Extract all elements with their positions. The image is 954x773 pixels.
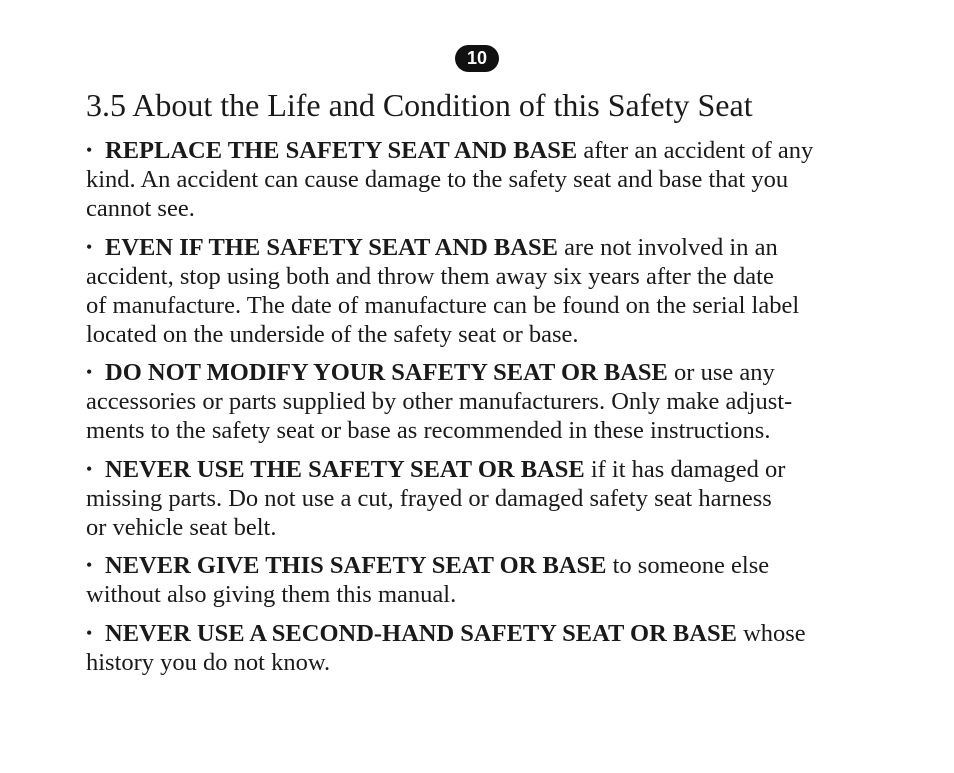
bullet-first-line: [86, 233, 896, 262]
bullet-line: of manufacture. The date of manufacture can be found on the serial label: [86, 291, 800, 319]
bullet-first-line: [86, 455, 896, 484]
bullet-item-even-if: [86, 233, 896, 349]
bullet-first-line: [86, 551, 896, 580]
bullet-dot-icon: •: [86, 555, 93, 575]
bullet-item-never-use-damaged: [86, 455, 896, 542]
safety-bullet-list: [86, 136, 896, 686]
bullet-line: cannot see.: [86, 195, 195, 222]
bullet-lead: EVEN IF THE SAFETY SEAT AND BASE: [105, 233, 558, 261]
section-title: 3.5 About the Life and Condition of this Safety Seat: [86, 87, 753, 123]
page-number-badge: 10: [455, 45, 499, 72]
bullet-item-second-hand: [86, 619, 896, 677]
bullet-dot-icon: •: [86, 362, 93, 382]
bullet-line: located on the underside of the safety seat or base.: [86, 320, 579, 348]
bullet-first-line: [86, 619, 896, 648]
bullet-dot-icon: •: [86, 622, 93, 643]
bullet-lead: NEVER GIVE THIS SAFETY SEAT OR BASE: [105, 552, 607, 579]
bullet-first-line: [86, 136, 896, 165]
bullet-dot-icon: •: [86, 140, 93, 160]
bullet-line: accident, stop using both and throw them away six years after the date: [86, 262, 774, 290]
bullet-line: ments to the safety seat or base as recommended in these instructions.: [86, 417, 771, 444]
bullet-lead: DO NOT MODIFY YOUR SAFETY SEAT OR BASE: [105, 359, 668, 386]
bullet-first-line: [86, 358, 896, 387]
bullet-line: kind. An accident can cause damage to the safety seat and base that you: [86, 166, 789, 193]
bullet-first-text: are not involved in an: [557, 233, 778, 261]
bullet-item-replace: [86, 136, 896, 223]
bullet-first-text: if it has damaged or: [584, 455, 786, 483]
bullet-first-text: or use any: [667, 359, 775, 386]
bullet-lead: NEVER USE A SECOND-HAND SAFETY SEAT OR BASE: [105, 619, 737, 647]
bullet-first-text: whose: [736, 619, 806, 647]
bullet-line: accessories or parts supplied by other manufacturers. Only make adjust-: [86, 388, 793, 415]
bullet-dot-icon: •: [86, 236, 93, 257]
bullet-lead: NEVER USE THE SAFETY SEAT OR BASE: [105, 455, 585, 483]
bullet-dot-icon: •: [86, 458, 93, 479]
bullet-line: or vehicle seat belt.: [86, 513, 277, 541]
bullet-item-never-give: [86, 551, 896, 609]
bullet-line: history you do not know.: [86, 648, 331, 676]
bullet-first-text: after an accident of any: [577, 137, 814, 164]
bullet-first-text: to someone else: [606, 552, 770, 579]
bullet-line: missing parts. Do not use a cut, frayed or damaged safety seat harness: [86, 484, 772, 512]
bullet-lead: REPLACE THE SAFETY SEAT AND BASE: [105, 137, 578, 164]
bullet-item-do-not-modify: [86, 358, 896, 445]
bullet-line: without also giving them this manual.: [86, 581, 457, 608]
